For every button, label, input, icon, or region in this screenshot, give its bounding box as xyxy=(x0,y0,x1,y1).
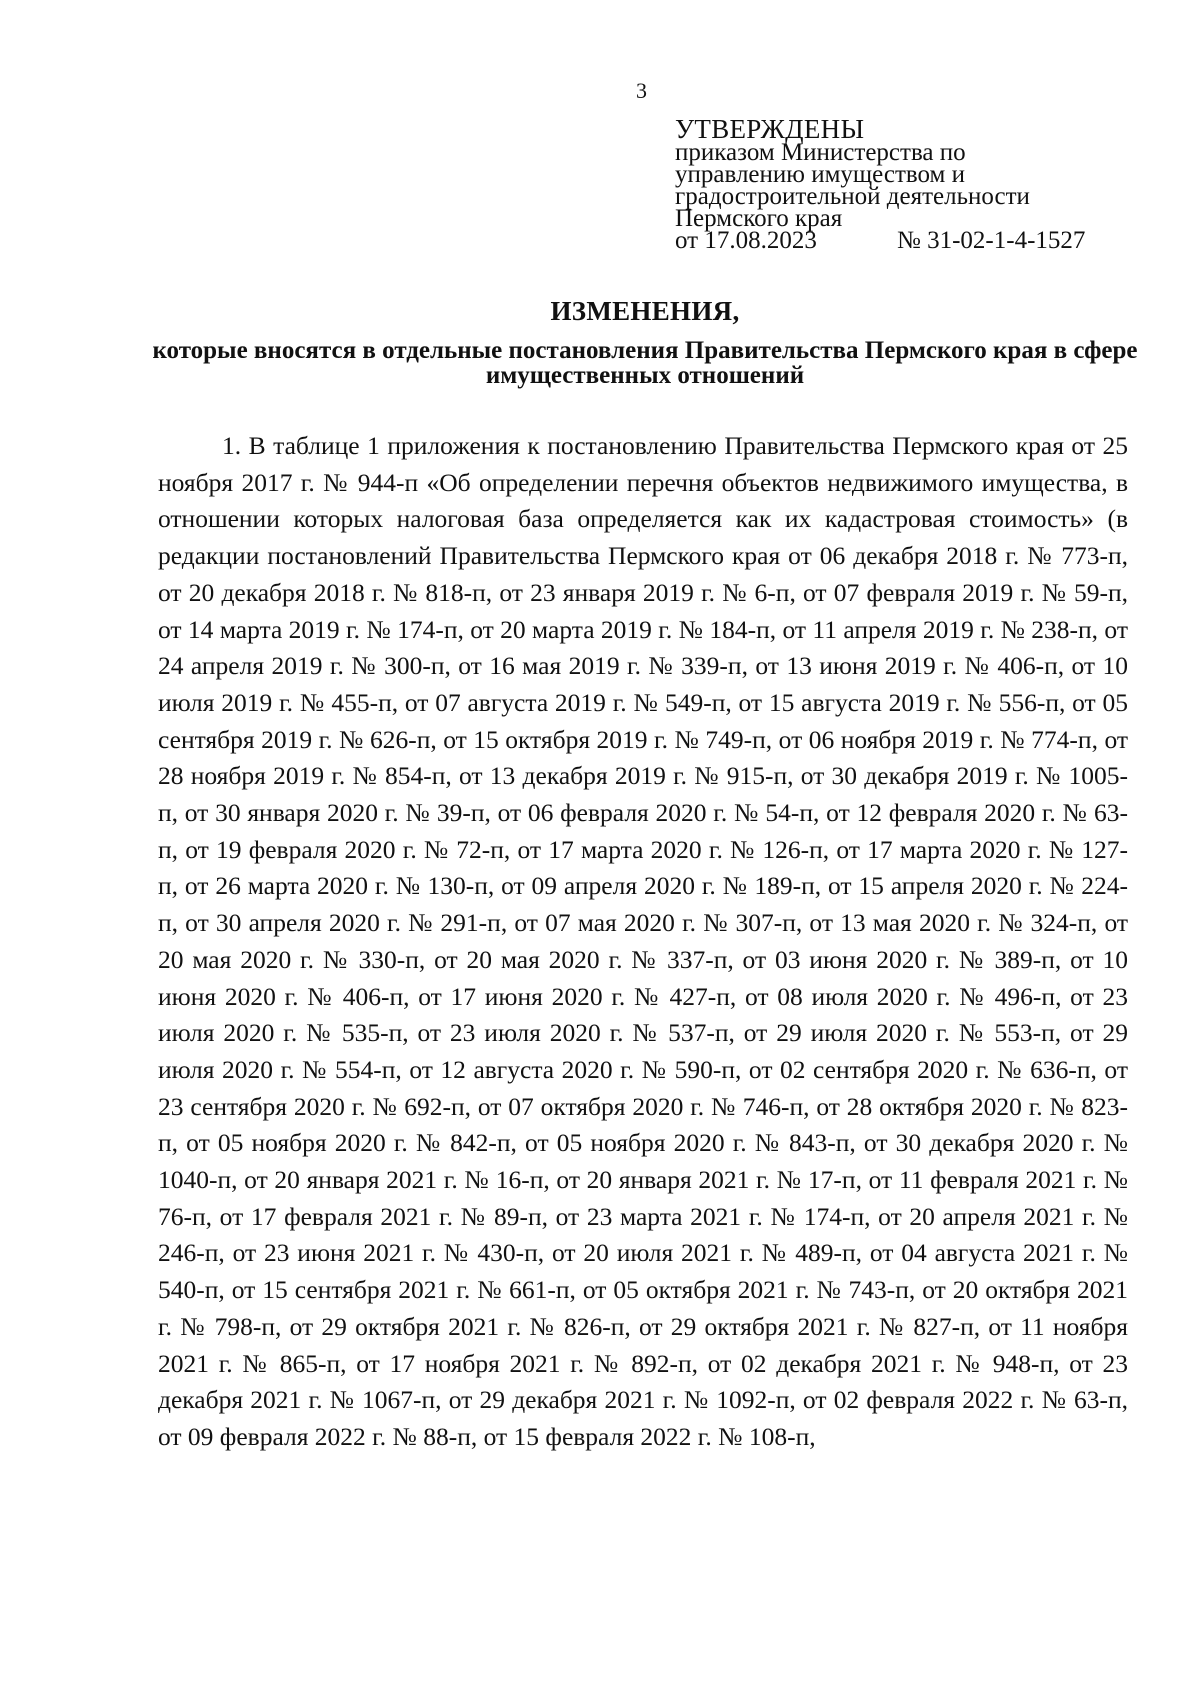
approval-date: от 17.08.2023 xyxy=(675,227,817,254)
document-subtitle: которые вносятся в отдельные постановления Правительства Пермского края в сфере имущественных отношений xyxy=(152,337,1138,389)
approval-line: приказом Министерства по xyxy=(675,139,966,166)
document-title: ИЗМЕНЕНИЯ, xyxy=(550,296,740,326)
approval-title: УТВЕРЖДЕНЫ xyxy=(675,114,865,144)
approval-number: № 31-02-1-4-1527 xyxy=(897,227,1086,254)
approval-line: управлению имуществом и xyxy=(675,161,966,188)
body-paragraph: 1. В таблице 1 приложения к постановлению Правительства Пермского края от 25 ноября 2017 г. № 944-п «Об определении перечня объектов недвижимого имущества, в отношении которых налоговая база определяется как их кадастровая стоимость» (в редакции постановлений Правительства Пермского края от 06 декабря 2018 г. № 773-п, от 20 декабря 2018 г. № 818-п, от 23 января 2019 г. № 6-п, от 07 февраля 2019 г. № 59-п, от 14 марта 2019 г. № 174-п, от 20 марта 2019 г. № 184-п, от 11 апреля 2019 г. № 238-п, от 24 апреля 2019 г. № 300-п, от 16 мая 2019 г. № 339-п, от 13 июня 2019 г. № 406-п, от 10 июля 2019 г. № 455-п, от 07 августа 2019 г. № 549-п, от 15 августа 2019 г. № 556-п, от 05 сентября 2019 г. № 626-п, от 15 октября 2019 г. № 749-п, от 06 ноября 2019 г. № 774-п, от 28 ноября 2019 г. № 854-п, от 13 декабря 2019 г. № 915-п, от 30 декабря 2019 г. № 1005-п, от 30 января 2020 г. № 39-п, от 06 февраля 2020 г. № 54-п, от 12 февраля 2020 г. № 63-п, от 19 февраля 2020 г. № 72-п, от 17 марта 2020 г. № 126-п, от 17 марта 2020 г. № 127-п, от 26 марта 2020 г. № 130-п, от 09 апреля 2020 г. № 189-п, от 15 апреля 2020 г. № 224-п, от 30 апреля 2020 г. № 291-п, от 07 мая 2020 г. № 307-п, от 13 мая 2020 г. № 324-п, от 20 мая 2020 г. № 330-п, от 20 мая 2020 г. № 337-п, от 03 июня 2020 г. № 389-п, от 10 июня 2020 г. № 406-п, от 17 июня 2020 г. № 427-п, от 08 июля 2020 г. № 496-п, от 23 июля 2020 г. № 535-п, от 23 июля 2020 г. № 537-п, от 29 июля 2020 г. № 553-п, от 29 июля 2020 г. № 554-п, от 12 августа 2020 г. № 590-п, от 02 сентября 2020 г. № 636-п, от 23 сентября 2020 г. № 692-п, от 07 октября 2020 г. № 746-п, от 28 октября 2020 г. № 823-п, от 05 ноября 2020 г. № 842-п, от 05 ноября 2020 г. № 843-п, от 30 декабря 2020 г. № 1040-п, от 20 января 2021 г. № 16-п, от 20 января 2021 г. № 17-п, от 11 февраля 2021 г. № 76-п, от 17 февраля 2021 г. № 89-п, от 23 марта 2021 г. № 174-п, от 20 апреля 2021 г. № 246-п, от 23 июня 2021 г. № 430-п, от 20 июля 2021 г. № 489-п, от 04 августа 2021 г. № 540-п, от 15 сентября 2021 г. № 661-п, от 05 октября 2021 г. № 743-п, от 20 октября 2021 г. № 798-п, от 29 октября 2021 г. № 826-п, от 29 октября 2021 г. № 827-п, от 11 ноября 2021 г. № 865-п, от 17 ноября 2021 г. № 892-п, от 02 декабря 2021 г. № 948-п, от 23 декабря 2021 г. № 1067-п, от 29 декабря 2021 г. № 1092-п, от 02 февраля 2022 г. № 63-п, от 09 февраля 2022 г. № 88-п, от 15 февраля 2022 г. № 108-п, xyxy=(158,431,1128,1451)
approval-order-line xyxy=(675,227,1115,254)
approval-block xyxy=(675,116,1115,252)
approval-line: градостроительной деятельности xyxy=(675,183,1030,210)
approval-line: Пермского края xyxy=(675,205,843,232)
page-number: 3 xyxy=(636,78,647,103)
